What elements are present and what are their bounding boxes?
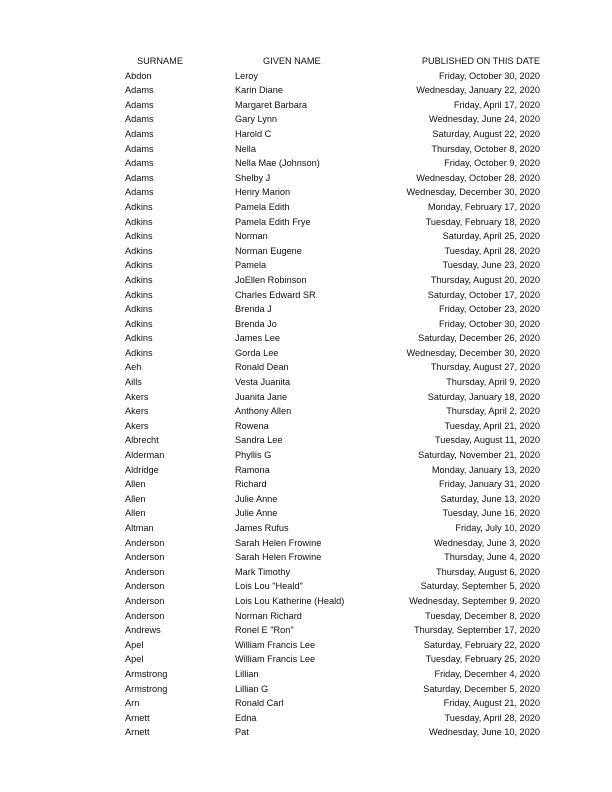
surname-cell: Aldridge <box>125 464 159 475</box>
given-name-cell: William Francis Lee <box>235 639 316 650</box>
given-name-cell: Lois Lou "Heald" <box>235 581 303 592</box>
surname-cell: Adams <box>125 128 154 139</box>
surname-cell: Adkins <box>125 347 153 358</box>
published-date-cell: Monday, January 13, 2020 <box>431 464 540 475</box>
given-name-cell: Lillian <box>235 668 259 679</box>
given-name-cell: Norman Richard <box>235 610 302 621</box>
published-date-cell: Thursday, August 20, 2020 <box>430 274 540 285</box>
table-row <box>125 390 540 405</box>
table-row <box>125 448 540 463</box>
table-row <box>125 521 540 536</box>
published-date-cell: Saturday, June 13, 2020 <box>440 493 540 504</box>
table-row <box>125 404 540 419</box>
table-row <box>125 346 540 361</box>
given-name-cell: Ronel E "Ron" <box>235 625 294 636</box>
given-name-cell: Norman Eugene <box>235 245 302 256</box>
table-row <box>125 652 540 667</box>
surname-cell: Apel <box>125 639 144 650</box>
surname-cell: Akers <box>125 420 149 431</box>
table-row <box>125 273 540 288</box>
published-date-cell: Saturday, October 17, 2020 <box>427 289 540 300</box>
table-row <box>125 696 540 711</box>
table-row <box>125 229 540 244</box>
published-date-cell: Wednesday, June 3, 2020 <box>434 537 540 548</box>
table-row <box>125 711 540 726</box>
table-row <box>125 142 540 157</box>
published-date-cell: Thursday, April 2, 2020 <box>446 406 540 417</box>
table-row <box>125 156 540 171</box>
given-name-cell: Lois Lou Katherine (Heald) <box>235 595 345 606</box>
surname-cell: Alderman <box>125 450 165 461</box>
table-row <box>125 667 540 682</box>
given-name-cell: Nella Mae (Johnson) <box>235 158 320 169</box>
given-name-cell: Sarah Helen Frowine <box>235 552 322 563</box>
published-date-cell: Tuesday, April 28, 2020 <box>444 712 540 723</box>
given-name-cell: Ronald Carl <box>235 698 284 709</box>
published-date-cell: Friday, October 30, 2020 <box>439 318 540 329</box>
published-date-cell: Thursday, October 8, 2020 <box>431 143 540 154</box>
published-date-cell: Wednesday, June 10, 2020 <box>428 727 540 738</box>
given-name-cell: Gorda Lee <box>235 347 279 358</box>
surname-cell: Adkins <box>125 289 153 300</box>
surname-cell: Anderson <box>125 610 165 621</box>
published-date-cell: Friday, October 23, 2020 <box>439 304 540 315</box>
published-date-cell: Tuesday, April 21, 2020 <box>444 420 540 431</box>
given-name-cell: Harold C <box>235 128 272 139</box>
published-date-cell: Tuesday, February 18, 2020 <box>425 216 540 227</box>
surname-cell: Adkins <box>125 333 153 344</box>
table-row <box>125 69 540 84</box>
given-name-cell: Norman <box>235 231 268 242</box>
table-row <box>125 98 540 113</box>
published-date-cell: Saturday, December 26, 2020 <box>418 333 540 344</box>
given-name-cell: Henry Marion <box>235 187 291 198</box>
surname-cell: Allen <box>125 508 146 519</box>
given-name-cell: Karin Diane <box>235 85 284 96</box>
obituary-index-sheet <box>0 54 612 740</box>
surname-cell: Anderson <box>125 581 165 592</box>
table-row <box>125 317 540 332</box>
table-row <box>125 536 540 551</box>
given-name-cell: Sarah Helen Frowine <box>235 537 322 548</box>
surname-cell: Adams <box>125 99 154 110</box>
given-name-cell: William Francis Lee <box>235 654 316 665</box>
given-name-cell: Pamela <box>235 260 267 271</box>
published-date-cell: Thursday, September 17, 2020 <box>414 625 540 636</box>
published-date-cell: Friday, July 10, 2020 <box>455 523 540 533</box>
published-date-cell: Thursday, August 6, 2020 <box>435 566 540 577</box>
table-row <box>125 550 540 565</box>
surname-cell: Abdon <box>125 70 152 81</box>
surname-cell: Adkins <box>125 318 153 329</box>
surname-cell: Adams <box>125 187 154 198</box>
table-row <box>125 258 540 273</box>
header-row <box>125 54 540 69</box>
published-date-cell: Tuesday, June 16, 2020 <box>442 508 540 519</box>
table-row <box>125 725 540 740</box>
table-row <box>125 244 540 259</box>
given-name-cell: Brenda Jo <box>235 318 277 329</box>
table-row <box>125 112 540 127</box>
given-name-cell: James Rufus <box>235 523 289 533</box>
given-name-cell: Edna <box>235 712 257 723</box>
given-name-cell: Pamela Edith Frye <box>235 216 311 227</box>
published-date-cell: Friday, December 4, 2020 <box>434 668 540 679</box>
published-date-cell: Wednesday, June 24, 2020 <box>428 114 540 125</box>
surname-cell: Akers <box>125 406 149 417</box>
given-name-cell: Pamela Edith <box>235 201 290 212</box>
published-date-cell: Wednesday, December 30, 2020 <box>406 347 540 358</box>
surname-cell: Allen <box>125 493 146 504</box>
table-row <box>125 171 540 186</box>
published-date-cell: Saturday, February 22, 2020 <box>423 639 540 650</box>
given-name-cell: Phyllis G <box>235 450 272 461</box>
surname-cell: Adkins <box>125 260 153 271</box>
published-date-cell: Friday, August 21, 2020 <box>443 698 540 709</box>
published-date-cell: Wednesday, October 28, 2020 <box>416 172 540 183</box>
obituary-index-table <box>125 54 540 740</box>
published-date-cell: Thursday, August 27, 2020 <box>430 362 540 373</box>
table-row <box>125 360 540 375</box>
surname-cell: Albrecht <box>125 435 159 446</box>
surname-cell: Adams <box>125 85 154 96</box>
surname-cell: Apel <box>125 654 144 665</box>
surname-cell: Anderson <box>125 566 165 577</box>
surname-cell: Anderson <box>125 552 165 563</box>
published-date-cell: Tuesday, August 11, 2020 <box>434 435 540 446</box>
table-row <box>125 433 540 448</box>
given-name-cell: Sandra Lee <box>235 435 283 446</box>
table-row <box>125 477 540 492</box>
published-date-cell: Saturday, April 25, 2020 <box>442 231 540 242</box>
given-name-cell: Lillian G <box>235 683 269 694</box>
table-row <box>125 463 540 478</box>
published-date-cell: Friday, January 31, 2020 <box>439 479 540 490</box>
published-date-cell: Friday, October 30, 2020 <box>439 70 540 81</box>
table-row <box>125 682 540 697</box>
table-row <box>125 127 540 142</box>
table-row <box>125 506 540 521</box>
table-row <box>125 609 540 624</box>
table-row <box>125 565 540 580</box>
surname-cell: Anderson <box>125 537 165 548</box>
published-date-cell: Tuesday, June 23, 2020 <box>442 260 540 271</box>
table-row <box>125 579 540 594</box>
surname-cell: Altman <box>125 523 154 533</box>
surname-cell: Adkins <box>125 304 153 315</box>
table-row <box>125 288 540 303</box>
table-row <box>125 623 540 638</box>
table-row <box>125 638 540 653</box>
table-body <box>125 69 540 740</box>
surname-cell: Allen <box>125 479 146 490</box>
header-given-name: GIVEN NAME <box>263 56 321 66</box>
given-name-cell: James Lee <box>235 333 280 344</box>
given-name-cell: Juanita Jane <box>235 391 288 402</box>
table-row <box>125 185 540 200</box>
table-row <box>125 375 540 390</box>
surname-cell: Akers <box>125 391 149 402</box>
given-name-cell: Margaret Barbara <box>235 99 308 110</box>
given-name-cell: Pat <box>235 727 249 738</box>
surname-cell: Aeh <box>125 362 142 373</box>
surname-cell: Adams <box>125 172 154 183</box>
given-name-cell: Richard <box>235 479 267 490</box>
header-published-date: PUBLISHED ON THIS DATE <box>421 56 540 66</box>
surname-cell: Arnett <box>125 712 150 723</box>
given-name-cell: Leroy <box>235 70 258 81</box>
given-name-cell: Anthony Allen <box>235 406 292 417</box>
published-date-cell: Saturday, September 5, 2020 <box>420 581 540 592</box>
published-date-cell: Saturday, January 18, 2020 <box>427 391 540 402</box>
given-name-cell: Brenda J <box>235 304 272 315</box>
surname-cell: Adkins <box>125 231 153 242</box>
header-surname: SURNAME <box>137 56 183 66</box>
surname-cell: Armstrong <box>125 683 168 694</box>
published-date-cell: Thursday, June 4, 2020 <box>444 552 540 563</box>
given-name-cell: JoEllen Robinson <box>235 274 307 285</box>
table-row <box>125 331 540 346</box>
table-row <box>125 200 540 215</box>
published-date-cell: Thursday, April 9, 2020 <box>446 377 540 388</box>
published-date-cell: Tuesday, December 8, 2020 <box>425 610 540 621</box>
published-date-cell: Wednesday, January 22, 2020 <box>416 85 540 96</box>
published-date-cell: Saturday, November 21, 2020 <box>418 450 540 461</box>
published-date-cell: Wednesday, September 9, 2020 <box>409 595 540 606</box>
given-name-cell: Ramona <box>235 464 270 475</box>
surname-cell: Aills <box>125 377 142 388</box>
published-date-cell: Wednesday, December 30, 2020 <box>406 187 540 198</box>
table-row <box>125 83 540 98</box>
surname-cell: Arnett <box>125 727 150 738</box>
given-name-cell: Charles Edward SR <box>235 289 316 300</box>
surname-cell: Arn <box>125 698 140 709</box>
given-name-cell: Gary Lynn <box>235 114 278 125</box>
surname-cell: Adkins <box>125 201 153 212</box>
surname-cell: Adkins <box>125 245 153 256</box>
published-date-cell: Friday, April 17, 2020 <box>453 99 540 110</box>
published-date-cell: Tuesday, April 28, 2020 <box>444 245 540 256</box>
published-date-cell: Saturday, August 22, 2020 <box>432 128 540 139</box>
surname-cell: Adkins <box>125 216 153 227</box>
table-row <box>125 215 540 230</box>
given-name-cell: Shelby J <box>235 172 271 183</box>
surname-cell: Adams <box>125 114 154 125</box>
published-date-cell: Monday, February 17, 2020 <box>427 201 540 212</box>
given-name-cell: Julie Anne <box>235 493 278 504</box>
surname-cell: Anderson <box>125 595 165 606</box>
table-row <box>125 492 540 507</box>
surname-cell: Adkins <box>125 274 153 285</box>
published-date-cell: Saturday, December 5, 2020 <box>423 683 540 694</box>
given-name-cell: Nella <box>235 143 256 154</box>
table-row <box>125 594 540 609</box>
given-name-cell: Julie Anne <box>235 508 278 519</box>
given-name-cell: Mark Timothy <box>235 566 291 577</box>
given-name-cell: Vesta Juanita <box>235 377 291 388</box>
surname-cell: Adams <box>125 158 154 169</box>
table-row <box>125 302 540 317</box>
given-name-cell: Ronald Dean <box>235 362 289 373</box>
given-name-cell: Rowena <box>235 420 269 431</box>
table-row <box>125 419 540 434</box>
published-date-cell: Tuesday, February 25, 2020 <box>425 654 540 665</box>
surname-cell: Andrews <box>125 625 161 636</box>
surname-cell: Adams <box>125 143 154 154</box>
surname-cell: Armstrong <box>125 668 168 679</box>
published-date-cell: Friday, October 9, 2020 <box>444 158 540 169</box>
